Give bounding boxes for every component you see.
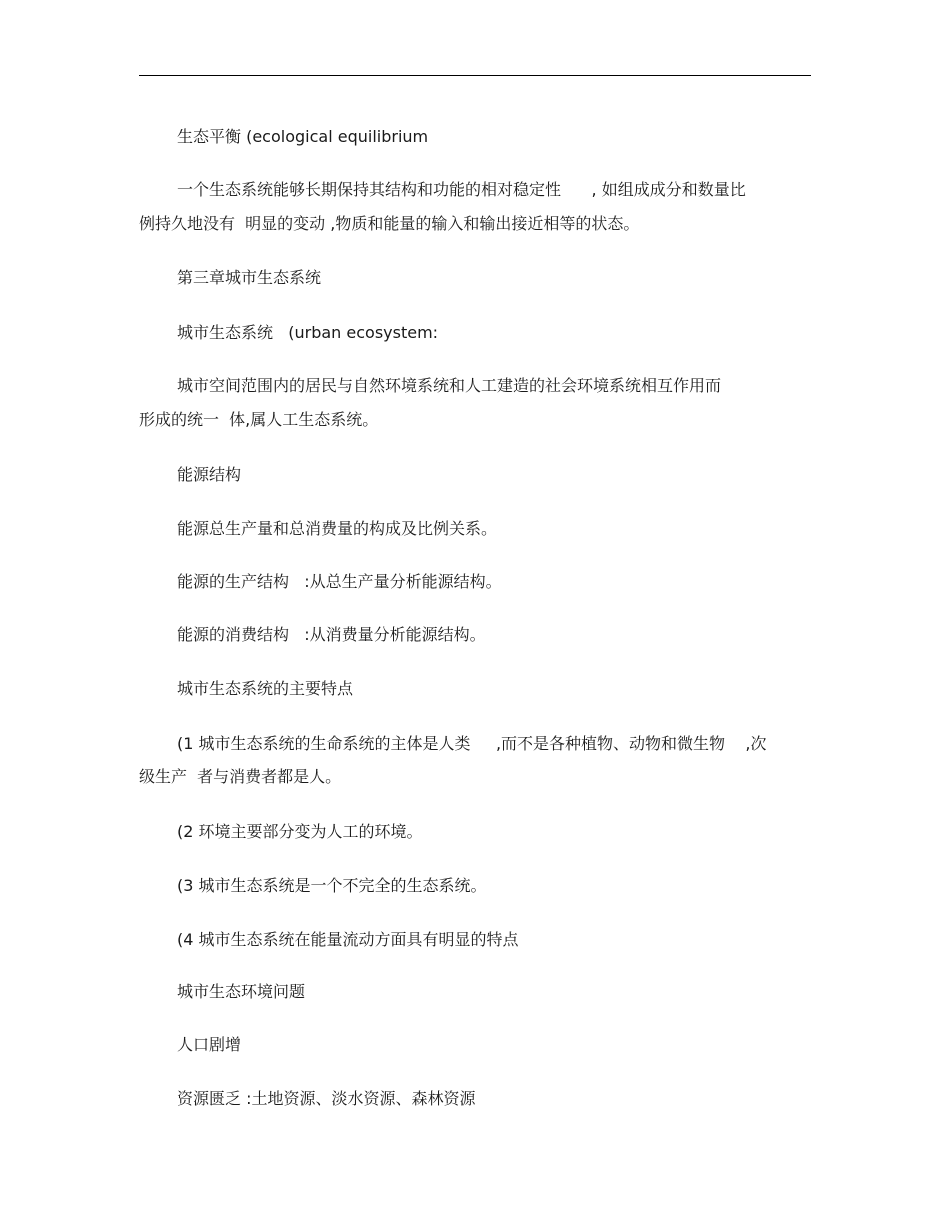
list-item: (3 城市生态系统是一个不完全的生态系统。	[177, 876, 487, 895]
chapter-heading: 第三章城市生态系统	[177, 268, 322, 287]
definition-text: 能源总生产量和总消费量的构成及比例关系。	[177, 519, 498, 538]
list-item: (4 城市生态系统在能量流动方面具有明显的特点	[177, 930, 519, 949]
term-heading-urban-ecosystem: 城市生态系统 (urban ecosystem:	[177, 323, 439, 342]
list-item: 级生产 者与消费者都是人。	[139, 767, 342, 786]
definition-text: 例持久地没有 明显的变动 ,物质和能量的输入和输出接近相等的状态。	[139, 214, 640, 233]
section-heading-problems: 城市生态环境问题	[177, 982, 306, 1001]
definition-text: 能源的消费结构 :从消费量分析能源结构。	[177, 625, 486, 644]
list-item: (2 环境主要部分变为人工的环境。	[177, 822, 423, 841]
definition-text: 一个生态系统能够长期保持其结构和功能的相对稳定性 , 如组成成分和数量比	[177, 180, 746, 199]
term-heading-energy-structure: 能源结构	[177, 465, 242, 484]
definition-text: 能源的生产结构 :从总生产量分析能源结构。	[177, 572, 502, 591]
list-item: 人口剧增	[177, 1035, 242, 1054]
term-heading-ecological-equilibrium: 生态平衡 (ecological equilibrium	[177, 127, 429, 146]
list-item: (1 城市生态系统的生命系统的主体是人类 ,而不是各种植物、动物和微生物 ,次	[177, 734, 767, 753]
definition-text: 城市空间范围内的居民与自然环境系统和人工建造的社会环境系统相互作用而	[177, 376, 722, 395]
list-item: 资源匮乏 :土地资源、淡水资源、森林资源	[177, 1089, 476, 1108]
header-rule	[139, 75, 811, 76]
section-heading-features: 城市生态系统的主要特点	[177, 679, 354, 698]
definition-text: 形成的统一 体,属人工生态系统。	[139, 410, 379, 429]
